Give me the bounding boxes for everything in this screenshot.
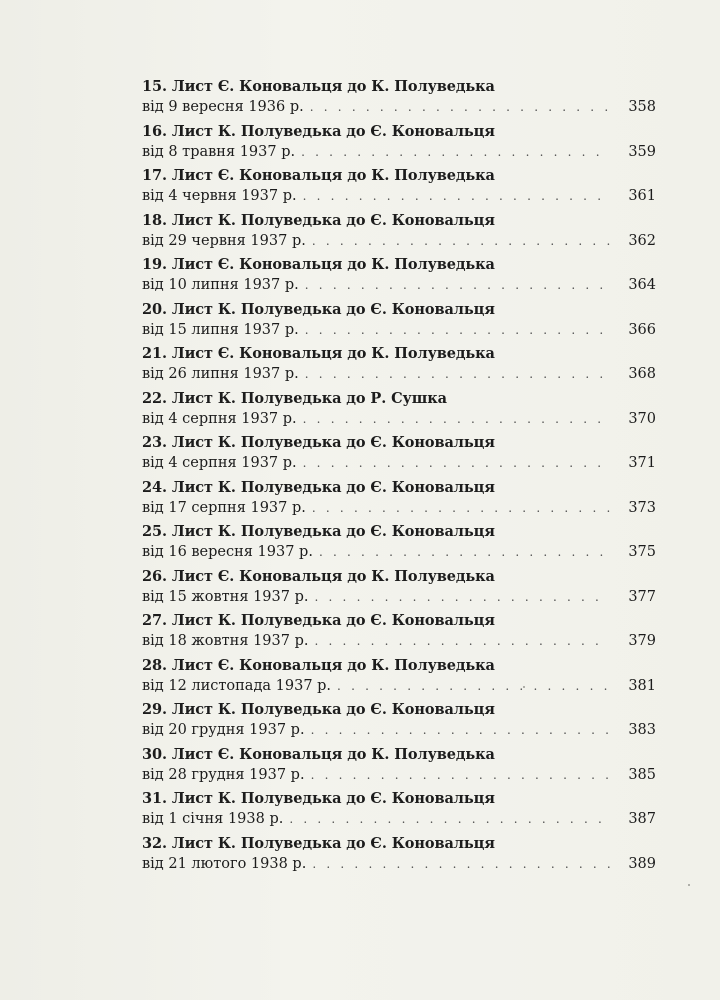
entry-number: 28. [142, 656, 167, 674]
entry-date: від 12 листопада 1937 р. [142, 677, 332, 694]
entry-title [142, 744, 656, 765]
entry-title-text: Лист К. Полуведька до Є. Коновальця [171, 300, 495, 318]
dot-leader [289, 809, 610, 830]
entry-title [142, 521, 656, 542]
toc-entry [142, 388, 656, 433]
toc-entry [142, 254, 656, 299]
entry-title-text: Лист К. Полуведька до Є. Коновальця [171, 790, 495, 807]
entry-title [142, 388, 656, 409]
dot-leader [305, 364, 610, 385]
toc-entry [142, 833, 656, 878]
toc-entry [142, 432, 656, 477]
entry-title-text: Лист К. Полуведька до Р. Сушка [171, 389, 447, 407]
entry-line [142, 676, 656, 697]
entry-number: 32. [142, 834, 167, 852]
dot-leader [311, 765, 610, 786]
dot-leader [310, 97, 610, 118]
entry-line [142, 498, 656, 519]
entry-title-text: Лист К. Полуведька до Є. Коновальця [171, 478, 495, 496]
entry-title [142, 610, 656, 631]
toc-entry [142, 699, 656, 744]
entry-date: від 10 липня 1937 р. [142, 277, 299, 293]
entry-number: 15. [142, 78, 167, 95]
entry-date: від 17 серпня 1937 р. [142, 499, 306, 516]
entry-date: від 21 лютого 1938 р. [142, 855, 307, 872]
entry-title [142, 566, 656, 587]
entry-number: 18. [142, 211, 167, 229]
toc-entry [142, 121, 656, 166]
entry-page-number: 385 [628, 766, 656, 783]
dot-leader [337, 676, 610, 697]
entry-number: 31. [142, 790, 167, 807]
entry-number: 23. [142, 434, 167, 451]
entry-title [142, 254, 656, 275]
entry-title [142, 432, 656, 453]
entry-date: від 20 грудня 1937 р. [142, 722, 305, 738]
entry-title-text: Лист Є. Коновальця до К. Полуведька [171, 656, 495, 674]
entry-line [142, 720, 656, 741]
entry-title-text: Лист К. Полуведька до Є. Коновальця [171, 701, 495, 718]
entry-page-number: 368 [628, 366, 656, 382]
dot-leader [314, 631, 610, 652]
entry-date: від 26 липня 1937 р. [142, 366, 299, 382]
entry-page-number: 373 [628, 499, 656, 516]
entry-title-text: Лист Є. Коновальця до К. Полуведька [171, 78, 495, 95]
entry-line [142, 809, 656, 830]
entry-page-number: 381 [628, 677, 656, 694]
entry-date: від 15 жовтня 1937 р. [142, 588, 309, 605]
entry-number: 27. [142, 612, 167, 629]
entry-page-number: 364 [628, 277, 656, 293]
entry-number: 30. [142, 745, 167, 763]
toc-entry [142, 521, 656, 566]
toc-entry [142, 76, 656, 121]
entry-title-text: Лист К. Полуведька до Є. Коновальця [171, 523, 495, 540]
entry-number: 16. [142, 122, 167, 140]
entry-date: від 29 червня 1937 р. [142, 232, 306, 249]
entry-page-number: 359 [628, 143, 656, 160]
entry-title [142, 788, 656, 809]
entry-title-text: Лист Є. Коновальця до К. Полуведька [171, 256, 495, 273]
entry-number: 24. [142, 478, 167, 496]
entry-date: від 28 грудня 1937 р. [142, 766, 305, 783]
entry-title [142, 210, 656, 231]
entry-line [142, 453, 656, 474]
entry-page-number: 366 [628, 321, 656, 338]
entry-title [142, 477, 656, 498]
toc-entry [142, 655, 656, 700]
entry-date: від 4 червня 1937 р. [142, 188, 297, 204]
entry-line [142, 320, 656, 341]
entry-page-number: 377 [628, 588, 656, 605]
dot-leader [312, 854, 610, 875]
entry-title-text: Лист К. Полуведька до Є. Коновальця [171, 612, 495, 629]
entry-line [142, 364, 656, 385]
entry-date: від 4 серпня 1937 р. [142, 410, 297, 427]
dot-leader [312, 231, 610, 252]
dot-leader [319, 542, 610, 563]
entry-number: 25. [142, 523, 167, 540]
entry-page-number: 375 [628, 544, 656, 560]
entry-page-number: 383 [628, 722, 656, 738]
entry-line [142, 97, 656, 118]
entry-line [142, 631, 656, 652]
entry-title [142, 699, 656, 720]
dot-leader [303, 409, 610, 430]
entry-line [142, 231, 656, 252]
entry-number: 26. [142, 567, 167, 585]
entry-page-number: 358 [628, 99, 656, 115]
entry-line [142, 765, 656, 786]
entry-title-text: Лист Є. Коновальця до К. Полуведька [171, 167, 495, 184]
entry-title-text: Лист К. Полуведька до Є. Коновальця [171, 122, 495, 140]
toc-entry [142, 610, 656, 655]
dot-leader [305, 320, 610, 341]
entry-number: 19. [142, 256, 167, 273]
entry-line [142, 854, 656, 875]
toc-entry [142, 566, 656, 611]
entry-page-number: 389 [628, 855, 656, 872]
entry-title-text: Лист К. Полуведька до Є. Коновальця [171, 834, 495, 852]
entry-title [142, 343, 656, 364]
dot-leader [312, 498, 610, 519]
entry-title-text: Лист Є. Коновальця до К. Полуведька [171, 567, 495, 585]
entry-line [142, 275, 656, 296]
entry-page-number: 370 [628, 410, 656, 427]
entry-line [142, 542, 656, 563]
paper-speck [688, 884, 690, 886]
entry-title-text: Лист К. Полуведька до Є. Коновальця [171, 434, 495, 451]
entry-page-number: 371 [628, 455, 656, 471]
entry-number: 17. [142, 167, 167, 184]
entry-line [142, 587, 656, 608]
dot-leader [314, 587, 610, 608]
entry-date: від 4 серпня 1937 р. [142, 455, 297, 471]
entry-title-text: Лист Є. Коновальця до К. Полуведька [171, 345, 495, 362]
entry-title [142, 165, 656, 186]
entry-title [142, 76, 656, 97]
entry-title-text: Лист Є. Коновальця до К. Полуведька [171, 745, 495, 763]
entry-line [142, 142, 656, 163]
toc-entry [142, 299, 656, 344]
dot-leader [305, 275, 610, 296]
table-of-contents [142, 76, 656, 877]
entry-date: від 16 вересня 1937 р. [142, 544, 313, 560]
toc-entry [142, 343, 656, 388]
entry-date: від 8 травня 1937 р. [142, 143, 296, 160]
entry-number: 21. [142, 345, 167, 362]
entry-number: 22. [142, 389, 167, 407]
toc-entry [142, 744, 656, 789]
toc-entry [142, 788, 656, 833]
entry-number: 29. [142, 701, 167, 718]
entry-page-number: 379 [628, 633, 656, 649]
toc-entry [142, 477, 656, 522]
entry-number: 20. [142, 300, 167, 318]
toc-entry [142, 210, 656, 255]
dot-leader [303, 453, 610, 474]
entry-title [142, 121, 656, 142]
entry-date: від 15 липня 1937 р. [142, 321, 299, 338]
entry-page-number: 362 [628, 232, 656, 249]
entry-date: від 18 жовтня 1937 р. [142, 633, 309, 649]
entry-date: від 1 січня 1938 р. [142, 811, 284, 827]
entry-title [142, 833, 656, 854]
entry-date: від 9 вересня 1936 р. [142, 99, 304, 115]
entry-page-number: 387 [628, 811, 656, 827]
entry-line [142, 186, 656, 207]
paper-speck [523, 686, 525, 688]
toc-entry [142, 165, 656, 210]
dot-leader [311, 720, 610, 741]
entry-line [142, 409, 656, 430]
dot-leader [303, 186, 610, 207]
entry-title [142, 655, 656, 676]
entry-page-number: 361 [628, 188, 656, 204]
dot-leader [301, 142, 610, 163]
entry-title [142, 299, 656, 320]
entry-title-text: Лист К. Полуведька до Є. Коновальця [171, 211, 495, 229]
